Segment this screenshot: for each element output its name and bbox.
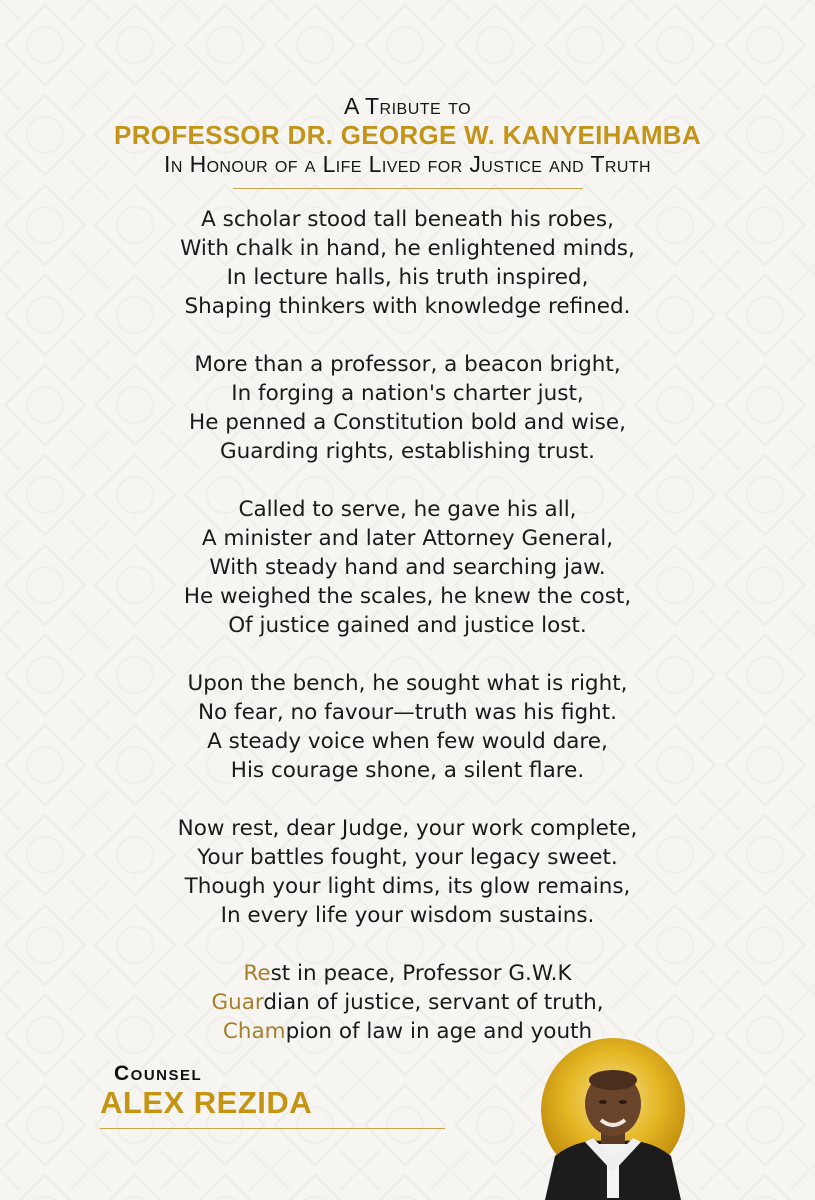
signature-title: Counsel (114, 1062, 203, 1085)
verse-line: In lecture halls, his truth inspired, (226, 265, 589, 290)
stanza-5 (0, 814, 815, 930)
portrait-image (525, 1038, 700, 1200)
stanza-4 (0, 669, 815, 785)
stanza-1 (0, 205, 815, 321)
verse-line: Your battles fought, your legacy sweet. (197, 845, 618, 870)
tribute-subtitle: In Honour of a Life Lived for Justice and Truth (164, 151, 651, 177)
verse-line: No fear, no favour—truth was his fight. (197, 700, 618, 725)
verse-line: Of justice gained and justice lost. (228, 613, 587, 638)
verse-line (0, 988, 815, 1017)
stanza-3 (0, 495, 815, 640)
closing-stanza (0, 959, 815, 1046)
verse-line: A minister and later Attorney General, (201, 526, 614, 551)
verse-line: Upon the bench, he sought what is right, (187, 671, 628, 696)
verse-accent: Cham (222, 1019, 286, 1044)
tribute-header (0, 92, 815, 189)
verse-line: With chalk in hand, he enlightened minds, (180, 236, 635, 261)
verse-line: Called to serve, he gave his all, (238, 497, 577, 522)
verse-line: Now rest, dear Judge, your work complete, (177, 816, 638, 841)
header-divider (233, 188, 583, 189)
verse-line: More than a professor, a beacon bright, (194, 352, 621, 377)
stanza-2 (0, 350, 815, 466)
verse-line: With steady hand and searching jaw. (209, 555, 606, 580)
verse-line: In every life your wisdom sustains. (220, 903, 595, 928)
verse-line: Though your light dims, its glow remains, (184, 874, 631, 899)
verse-line: Shaping thinkers with knowledge refined. (184, 294, 631, 319)
verse-rest: st in peace, Professor G.W.K (270, 961, 572, 986)
verse-rest: pion of law in age and youth (285, 1019, 593, 1044)
verse-accent: Re (243, 961, 271, 986)
verse-accent: Guar (211, 990, 264, 1015)
verse-line: His courage shone, a silent flare. (230, 758, 585, 783)
verse-line: Guarding rights, establishing trust. (220, 439, 595, 464)
verse-line: A steady voice when few would dare, (207, 729, 608, 754)
poem (0, 205, 815, 1075)
verse-line: He weighed the scales, he knew the cost, (183, 584, 632, 609)
signature-divider (100, 1128, 445, 1129)
verse-line (0, 959, 815, 988)
verse-line: A scholar stood tall beneath his robes, (201, 207, 614, 232)
tribute-intro: A Tribute to (343, 93, 472, 119)
honoree-name: PROFESSOR DR. GEORGE W. KANYEIHAMBA (114, 120, 701, 150)
verse-line: He penned a Constitution bold and wise, (189, 410, 626, 435)
verse-rest: dian of justice, servant of truth, (263, 990, 604, 1015)
verse-line: In forging a nation's charter just, (231, 381, 584, 406)
signature-block (100, 1062, 450, 1129)
signature-name: ALEX REZIDA (100, 1085, 313, 1120)
